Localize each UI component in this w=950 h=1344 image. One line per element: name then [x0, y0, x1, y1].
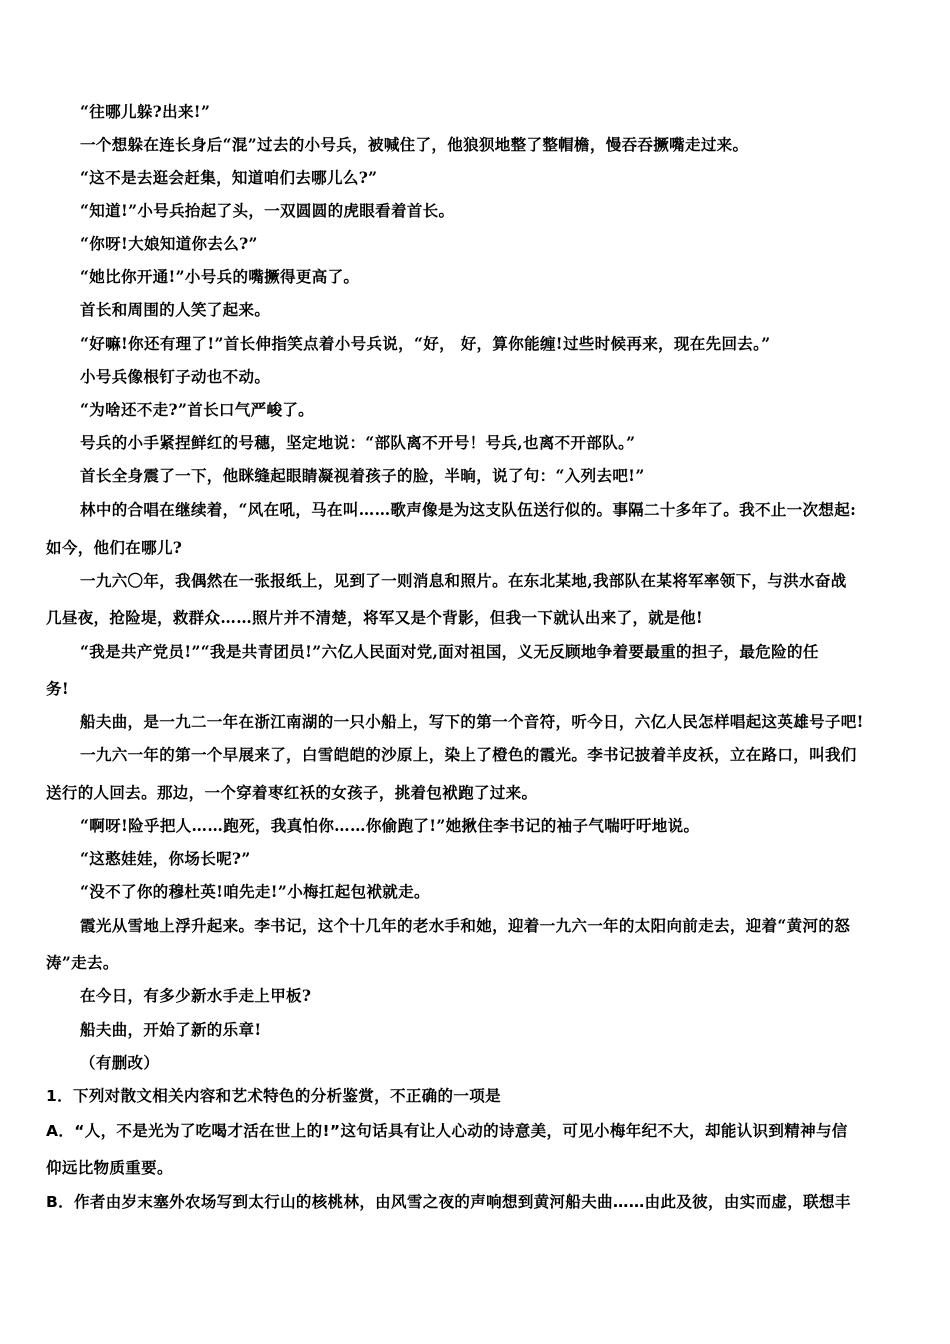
option-a-continued: 仰远比物质重要。 — [46, 1159, 173, 1177]
passage-line: 务! — [46, 679, 70, 698]
source-note: （有删改） — [80, 1053, 160, 1072]
passage-line: 涛”走去。 — [46, 953, 119, 972]
passage-line: “你呀!大娘知道你去么?” — [80, 234, 258, 253]
passage-line: 小号兵像根钉子动也不动。 — [80, 367, 271, 386]
passage-line: “为啥还不走?”首长口气严峻了。 — [80, 400, 315, 419]
passage-line: 一九六〇年，我偶然在一张报纸上，见到了一则消息和照片。在东北某地,我部队在某将军率领下，与洪水奋战 — [80, 571, 847, 590]
passage-line: 一个想躲在连长身后“混”过去的小号兵，被喊住了，他狼狈地整了整帽檐，慢吞吞撅嘴走过来。 — [80, 135, 749, 154]
passage-line: 如今，他们在哪儿? — [46, 538, 183, 557]
passage-line: “这不是去逛会赶集，知道咱们去哪儿么?” — [80, 168, 378, 187]
passage-line: 船夫曲，是一九二一年在浙江南湖的一只小船上，写下的第一个音符，听今日，六亿人民怎样唱起这英雄号子吧! — [80, 712, 864, 731]
passage-line: “好嘛!你还有理了!”首长伸指笑点着小号兵说，“好， 好，算你能缠!过些时候再来，现在先回去。” — [80, 334, 771, 353]
passage-line: 号兵的小手紧捏鲜红的号穗，坚定地说：“部队离不开号！号兵,也离不开部队。” — [80, 433, 636, 452]
passage-line: “没不了你的穆杜英!咱先走!”小梅扛起包袱就走。 — [80, 882, 430, 901]
passage-line: “这憨娃娃，你场长呢?” — [80, 849, 251, 868]
passage-line: 船夫曲，开始了新的乐章! — [80, 1020, 262, 1039]
passage-line: 在今日，有多少新水手走上甲板? — [80, 986, 312, 1005]
question-stem: 1．下列对散文相关内容和艺术特色的分析鉴赏，不正确的一项是 — [46, 1087, 501, 1105]
passage-line: 几昼夜，抢险堤，救群众……照片并不清楚，将军又是个背影，但我一下就认出来了，就是他! — [46, 608, 704, 627]
passage-line: 首长全身震了一下，他眯缝起眼睛凝视着孩子的脸，半晌，说了句：“入列去吧!” — [80, 466, 645, 485]
passage-line: 霞光从雪地上浮升起来。李书记，这个十几年的老水手和她，迎着一九六一年的太阳向前走去，迎着“黄河的怒 — [80, 916, 851, 935]
passage-line: “啊呀!险乎把人……跑死，我真怕你……你偷跑了!”她揪住李书记的袖子气喘吁吁地说。 — [80, 816, 700, 835]
passage-line: “知道!”小号兵抬起了头，一双圆圆的虎眼看着首长。 — [80, 201, 455, 220]
passage-line: 林中的合唱在继续着，“风在吼，马在叫……歌声像是为这支队伍送行似的。事隔二十多年了。我不止一次想起: — [80, 500, 857, 519]
passage-line: 首长和周围的人笑了起来。 — [80, 300, 271, 319]
passage-line: “往哪儿躲?出来!” — [80, 102, 211, 121]
option-a: A．“人，不是光为了吃喝才活在世上的!”这句话具有让人心动的诗意美，可见小梅年纪不大，却能认识到精神与信 — [46, 1122, 848, 1140]
passage-line: “我是共产党员!”“我是共青团员!”六亿人民面对党,面对祖国，义无反顾地争着要最重的担子，最危险的任 — [80, 642, 819, 661]
option-b: B．作者由岁末塞外农场写到太行山的核桃林，由风雪之夜的声响想到黄河船夫曲……由此及彼，由实而虚，联想丰 — [46, 1193, 851, 1211]
passage-line: “她比你开通!”小号兵的嘴撅得更高了。 — [80, 267, 360, 286]
passage-line: 送行的人回去。那边，一个穿着枣红袄的女孩子，挑着包袱跑了过来。 — [46, 783, 538, 802]
passage-line: 一九六一年的第一个早展来了，白雪皑皑的沙原上，染上了橙色的霞光。李书记披着羊皮袄，立在路口，叫我们 — [80, 745, 857, 764]
